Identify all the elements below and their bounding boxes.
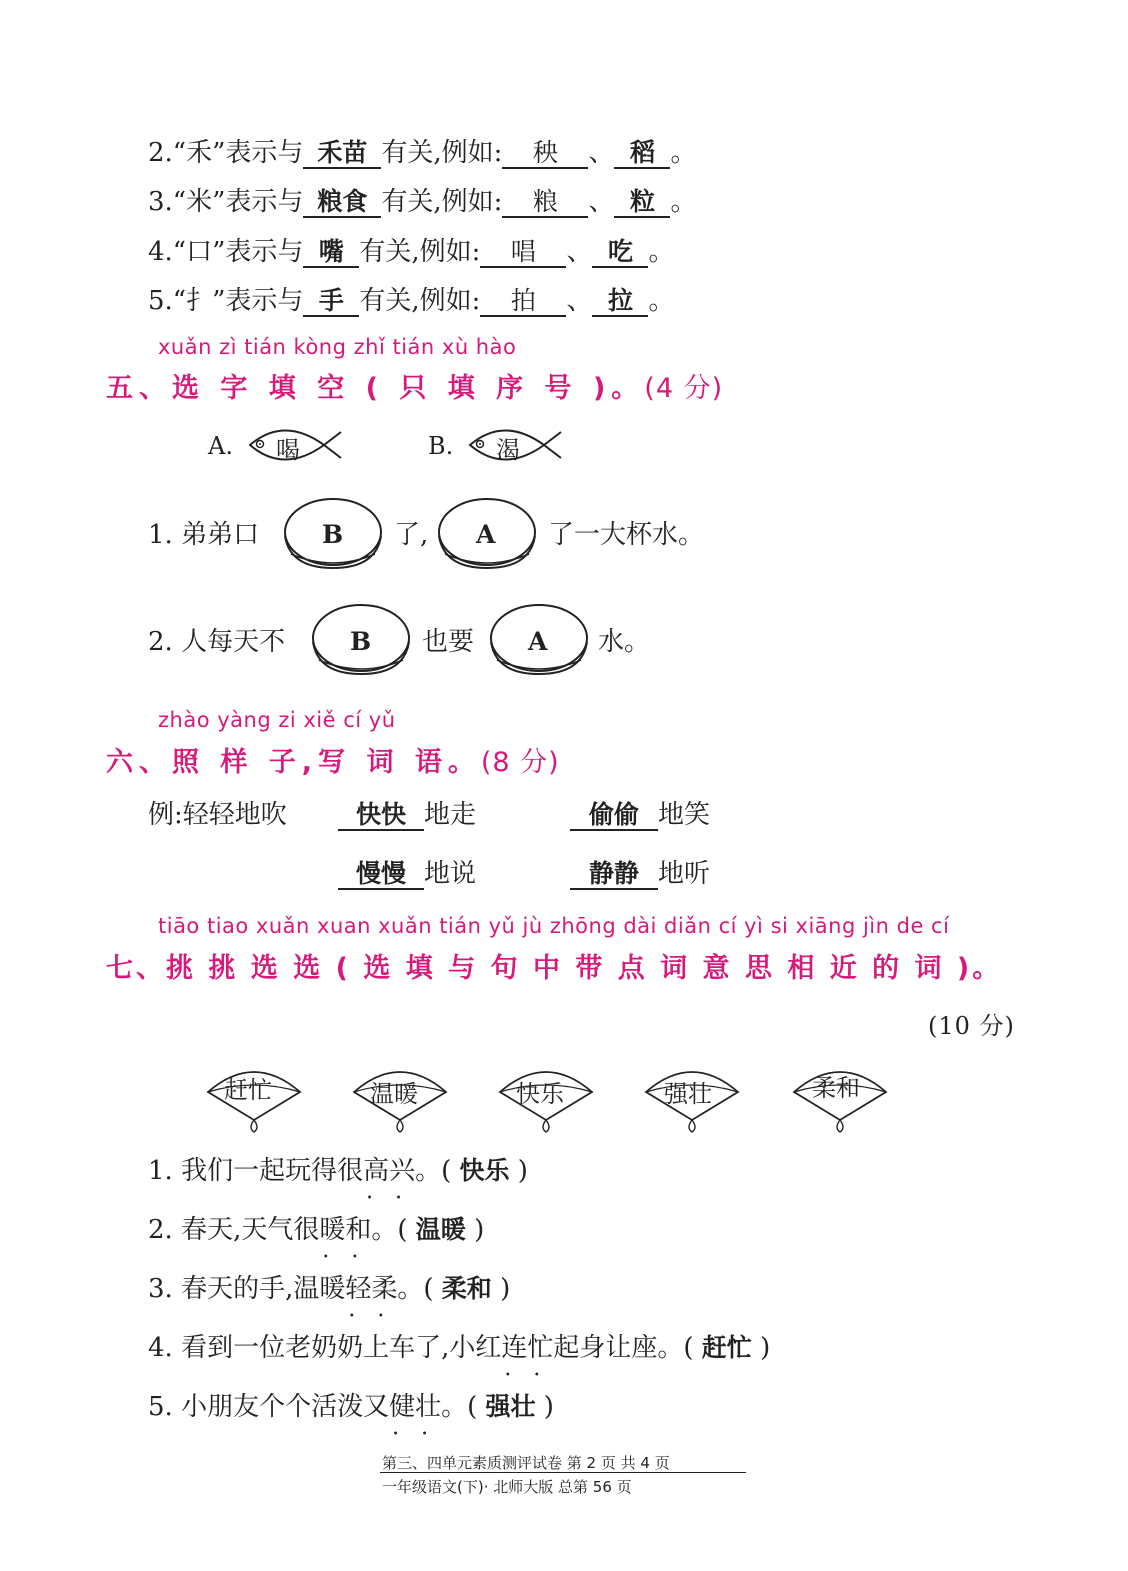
fan-2: [350, 1062, 450, 1134]
section6-example: 例:轻轻地吹: [148, 800, 287, 830]
footer-divider: [380, 1472, 746, 1473]
fan-3: [496, 1062, 596, 1134]
section7-score: (10 分): [928, 1012, 1015, 1040]
fan-label: 快乐: [516, 1080, 564, 1108]
q7-answer: 温暖: [415, 1215, 466, 1244]
option-a-label: A.: [208, 432, 233, 460]
section7-pinyin: tiāo tiao xuǎn xuan xuǎn tián yǔ jù zhōng dài diǎn cí yì si xiāng jìn de cí: [158, 914, 950, 938]
dotted-word: 高兴 • •: [363, 1156, 415, 1186]
fan-1: [204, 1062, 304, 1134]
section4-item-2: 2.“禾”表示与 禾苗 有关,例如: 秧 、 稻 。: [148, 138, 697, 168]
section4-item-4: 4.“口”表示与 嘴 有关,例如: 唱 、 吃 。: [148, 237, 675, 267]
example-answer-2: 粒: [614, 188, 670, 218]
dotted-word: 轻柔 • •: [345, 1274, 397, 1304]
q5-2-mid: 也要: [422, 627, 475, 657]
fan-label: 温暖: [370, 1080, 418, 1108]
example-answer-2: 稻: [614, 139, 670, 169]
fan-label: 强壮: [664, 1080, 712, 1108]
fan-label: 赶忙: [224, 1076, 272, 1104]
option-b-char: 渴: [496, 436, 520, 464]
example-answer-1: 唱: [480, 238, 566, 268]
section5-pinyin: xuǎn zì tián kòng zhǐ tián xù hào: [158, 335, 517, 359]
q7-2: 2. 春天,天气很暖和 • •。( 温暖 ): [148, 1215, 484, 1245]
example-answer-2: 吃: [592, 238, 648, 268]
footer-line-2: 一年级语文(下)· 北师大版 总第 56 页: [382, 1478, 632, 1496]
meaning-answer: 粮食: [303, 188, 381, 218]
q7-4: 4. 看到一位老奶奶上车了,小红连忙 • •起身让座。( 赶忙 ): [148, 1333, 770, 1363]
q5-1-prefix: 1. 弟弟口: [148, 520, 260, 550]
q7-answer: 快乐: [459, 1156, 510, 1185]
example-answer-1: 秧: [502, 139, 588, 169]
q5-1-end: 了一大杯水。: [548, 520, 705, 550]
q5-2-prefix: 2. 人每天不: [148, 627, 286, 657]
option-b-label: B.: [428, 432, 454, 460]
q7-5: 5. 小朋友个个活泼又健壮 • •。( 强壮 ): [148, 1392, 554, 1422]
section6-item-3: 慢慢 地说: [338, 859, 476, 890]
q7-answer: 强壮: [485, 1392, 536, 1421]
dotted-word: 健壮 • •: [389, 1392, 441, 1422]
dotted-word: 连忙 • •: [501, 1333, 553, 1363]
example-answer-1: 拍: [480, 287, 566, 317]
footer-line-1: 第三、四单元素质测评试卷 第 2 页 共 4 页: [382, 1454, 670, 1472]
fan-4: [642, 1062, 742, 1134]
section4-item-5: 5.“扌”表示与 手 有关,例如: 拍 、 拉 。: [148, 286, 675, 316]
option-a-char: 喝: [276, 436, 300, 464]
meaning-answer: 手: [303, 287, 359, 317]
fan-5: [790, 1062, 890, 1134]
meaning-answer: 禾苗: [303, 139, 381, 169]
q5-1-mid: 了,: [394, 520, 429, 550]
q5-1-answer-2: A: [476, 520, 496, 549]
section5-title: 五、选 字 填 空 ( 只 填 序 号 )。(4 分): [106, 373, 724, 404]
q5-2-end: 水。: [598, 627, 651, 657]
section6-pinyin: zhào yàng zi xiě cí yǔ: [158, 708, 396, 732]
section4-item-3: 3.“米”表示与 粮食 有关,例如: 粮 、 粒 。: [148, 187, 697, 217]
example-answer-1: 粮: [502, 188, 588, 218]
section6-item-2: 偷偷 地笑: [570, 800, 710, 831]
q7-3: 3. 春天的手,温暖轻柔 • •。( 柔和 ): [148, 1274, 510, 1304]
q5-2-answer-2: A: [528, 627, 548, 656]
q5-1-answer-1: B: [322, 520, 344, 549]
dotted-word: 暖和 • •: [319, 1215, 371, 1245]
meaning-answer: 嘴: [303, 238, 359, 268]
section6-title: 六、照 样 子,写 词 语。(8 分): [106, 747, 560, 778]
q5-2-answer-1: B: [350, 627, 372, 656]
example-answer-2: 拉: [592, 287, 648, 317]
q7-answer: 柔和: [441, 1274, 492, 1303]
section5-score: (4 分): [644, 373, 724, 404]
word-answer: 静静: [570, 860, 658, 890]
section6-score: (8 分): [480, 747, 560, 778]
q7-answer: 赶忙: [701, 1333, 752, 1362]
fan-label: 柔和: [812, 1074, 860, 1102]
section6-item-4: 静静 地听: [570, 859, 710, 890]
word-answer: 慢慢: [338, 860, 424, 890]
word-answer: 快快: [338, 801, 424, 831]
word-answer: 偷偷: [570, 801, 658, 831]
q7-1: 1. 我们一起玩得很高兴 • •。( 快乐 ): [148, 1156, 528, 1186]
section6-item-1: 快快 地走: [338, 800, 476, 831]
section7-title: 七、挑 挑 选 选 ( 选 填 与 句 中 带 点 词 意 思 相 近 的 词 )。: [106, 953, 1003, 984]
